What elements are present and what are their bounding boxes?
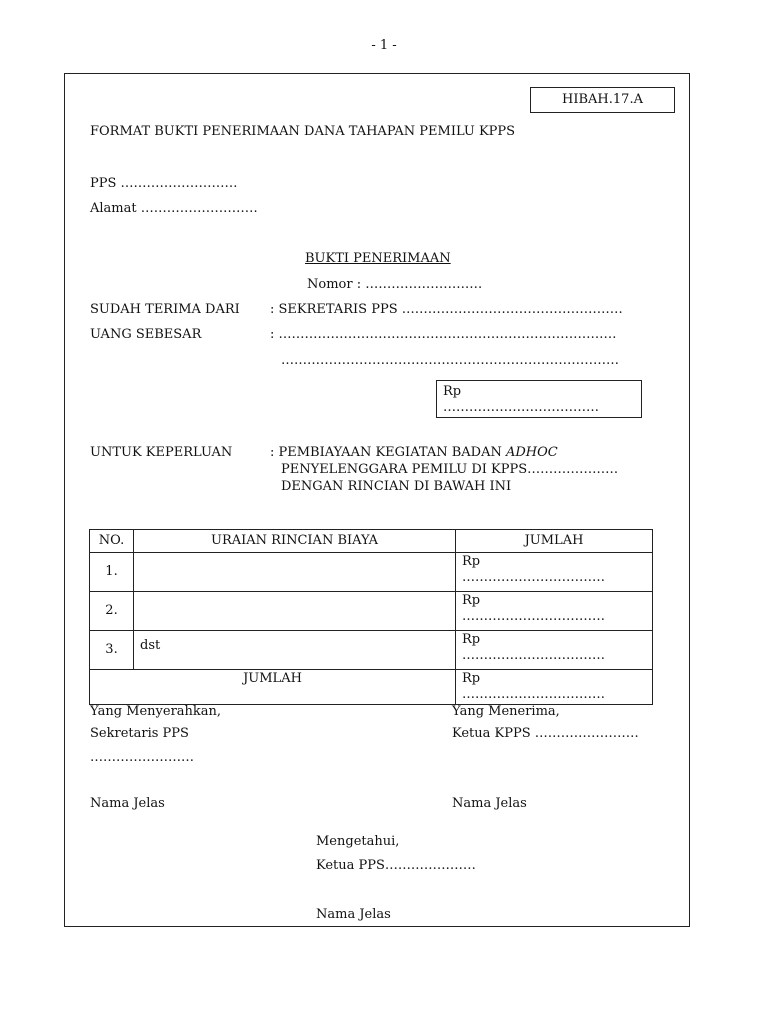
total-rp: Rp — [462, 671, 481, 686]
pps-line: PPS ……………………… — [90, 176, 238, 191]
header-no: NO. — [90, 530, 134, 553]
purpose-line2: PENYELENGGARA PEMILU DI KPPS………………… — [281, 462, 619, 477]
row-amount — [456, 631, 653, 670]
table-total-row — [90, 670, 653, 705]
row-dots: …………………………… — [462, 609, 605, 624]
handover-title: Yang Menyerahkan, — [90, 704, 222, 719]
row-amount — [456, 592, 653, 631]
table-header-row — [90, 530, 653, 553]
acknowledge-role: Ketua PPS………………… — [316, 858, 476, 873]
amount-label: UANG SEBESAR — [90, 327, 202, 342]
row-rp: Rp — [462, 593, 481, 608]
acknowledge-title: Mengetahui, — [316, 834, 400, 849]
form-code: HIBAH.17.A — [530, 87, 675, 113]
handover-name: Nama Jelas — [90, 796, 165, 811]
row-dots: …………………………… — [462, 570, 605, 585]
purpose-line1-prefix: : PEMBIAYAAN KEGIATAN BADAN — [270, 445, 502, 460]
purpose-adhoc: ADHOC — [506, 445, 558, 460]
received-from-label: SUDAH TERIMA DARI — [90, 302, 240, 317]
header-desc: URAIAN RINCIAN BIAYA — [134, 530, 456, 553]
header-amount: JUMLAH — [456, 530, 653, 553]
handover-dots: …………………… — [90, 750, 194, 765]
handover-role: Sekretaris PPS — [90, 726, 189, 741]
row-amount — [456, 553, 653, 592]
form-title: FORMAT BUKTI PENERIMAAN DANA TAHAPAN PEMILU KPPS — [90, 124, 516, 139]
row-desc: dst — [134, 631, 456, 670]
row-desc — [134, 553, 456, 592]
purpose-label: UNTUK KEPERLUAN — [90, 445, 233, 460]
page-number: - 1 - — [371, 38, 397, 53]
row-rp: Rp — [462, 554, 481, 569]
amount-rp-label: Rp — [443, 384, 462, 399]
receiver-role: Ketua KPPS …………………… — [452, 726, 639, 741]
total-dots: …………………………… — [462, 687, 605, 702]
receipt-number: Nomor : ……………………… — [307, 277, 483, 292]
row-desc — [134, 592, 456, 631]
receipt-heading: BUKTI PENERIMAAN — [305, 251, 451, 266]
receiver-title: Yang Menerima, — [452, 704, 560, 719]
row-no: 1. — [90, 553, 134, 592]
table-row — [90, 631, 653, 670]
table-row — [90, 553, 653, 592]
purpose-line1 — [270, 445, 558, 461]
total-amount — [456, 670, 653, 705]
amount-rp-dots: ……………………………… — [443, 400, 599, 415]
acknowledge-name: Nama Jelas — [316, 907, 391, 922]
total-label: JUMLAH — [90, 670, 456, 705]
purpose-line3: DENGAN RINCIAN DI BAWAH INI — [281, 479, 512, 494]
receiver-name: Nama Jelas — [452, 796, 527, 811]
row-no: 3. — [90, 631, 134, 670]
cost-table — [89, 529, 653, 705]
row-rp: Rp — [462, 632, 481, 647]
table-row — [90, 592, 653, 631]
amount-value-line1: : …………………………………………………………………… — [270, 327, 617, 342]
row-no: 2. — [90, 592, 134, 631]
amount-rp-box — [436, 380, 642, 418]
received-from-value: : SEKRETARIS PPS …………………………………………… — [270, 302, 623, 317]
alamat-line: Alamat ……………………… — [90, 201, 258, 216]
row-dots: …………………………… — [462, 648, 605, 663]
amount-value-line2: …………………………………………………………………… — [281, 353, 619, 368]
